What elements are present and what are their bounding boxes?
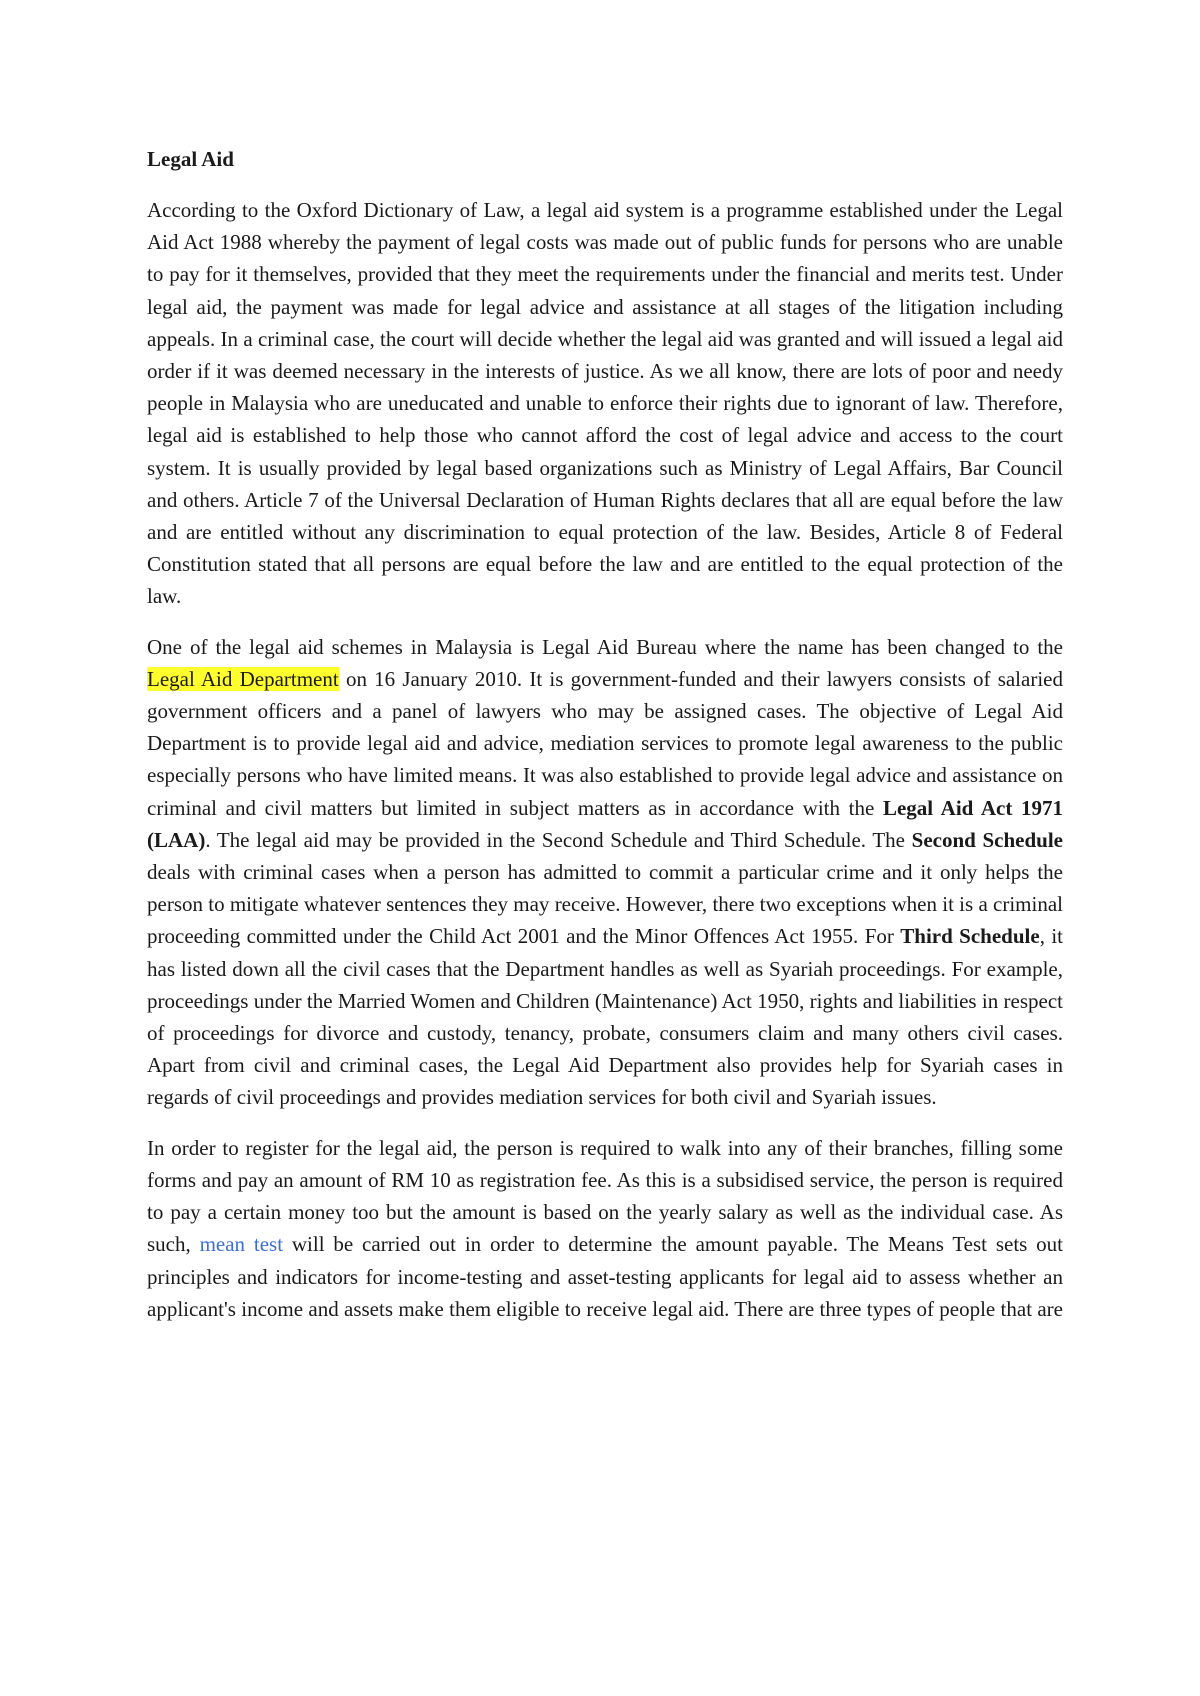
bold-legal-aid-act: Legal Aid Act 1971 (LAA) [147,795,1063,852]
bold-third-schedule: Third Schedule [900,924,1040,949]
paragraph-3-text-b: will be carried out in order to determine the amount payable. The Means Test sets out principles and indicators for income-testing and asset-testing applicants for legal aid to assess whether an applicant's income and assets make them eligible to receive legal aid. There are three types of people that are [147,1232,1064,1321]
paragraph-1: According to the Oxford Dictionary of Law, a legal aid system is a programme established under the Legal Aid Act 1988 whereby the payment of legal costs was made out of public funds for persons who are unable to pay for it themselves, provided that they meet the requirements under the financial and merits test. Under legal aid, the payment was made for legal advice and assistance at all stages of the litigation including appeals. In a criminal case, the court will decide whether the legal aid was granted and will issued a legal aid order if it was deemed necessary in the interests of justice. As we all know, there are lots of poor and needy people in Malaysia who are uneducated and unable to enforce their rights due to ignorant of law. Therefore, legal aid is established to help those who cannot afford the cost of legal advice and access to the court system. It is usually provided by legal based organizations such as Ministry of Legal Affairs, Bar Council and others. Article 7 of the Universal Declaration of Human Rights declares that all are equal before the law and are entitled without any discrimination to equal protection of the law. Besides, Article 8 of Federal Constitution stated that all persons are equal before the law and are entitled to the equal protection of the law. [147,198,1063,609]
paragraph-2-text-e: , it has listed down all the civil cases that the Department handles as well as Syariah proceedings. For example, proceedings under the Married Women and Children (Maintenance) Act 1950, rights and liabilities in respect of proceedings for divorce and custody, tenancy, probate, consumers claim and many others civil cases. Apart from civil and criminal cases, the Legal Aid Department also provides help for Syariah cases in regards of civil proceedings and provides mediation services for both civil and Syariah issues. [147,924,1063,1110]
paragraph-2-text-b: on 16 January 2010. It is government-funded and their lawyers consists of salaried government officers and a panel of lawyers who may be assigned cases. The objective of Legal Aid Department is to provide legal aid and advice, mediation services to promote legal awareness to the public especially persons who have limited means. It was also established to provide legal advice and assistance on criminal and civil matters but limited in subject matters as in accordance with the [147,666,1063,820]
document-title: Legal Aid [147,147,234,171]
paragraph-2-text-a: One of the legal aid schemes in Malaysia is Legal Aid Bureau where the name has been changed to the [147,634,1063,659]
paragraph-3-text-a: In order to register for the legal aid, the person is required to walk into any of their branches, filling some forms and pay an amount of RM 10 as registration fee. As this is a subsidised service, the person is required to pay a certain money too but the amount is based on the yearly salary as well as the individual case. As such, [147,1135,1063,1257]
highlighted-text: Legal Aid Department [147,666,339,691]
paragraph-2 [147,631,1063,1114]
paragraph-2-text-d: deals with criminal cases when a person has admitted to commit a particular crime and it only helps the person to mitigate whatever sentences they may receive. However, there two exceptions when it is a criminal proceeding committed under the Child Act 2001 and the Minor Offences Act 1955. For [147,860,1063,949]
document-page [147,145,1063,1343]
paragraph-2-text-c: . The legal aid may be provided in the Second Schedule and Third Schedule. The [205,827,912,852]
paragraph-3 [147,1132,1063,1325]
mean-test-link[interactable]: mean test [199,1232,284,1257]
bold-second-schedule: Second Schedule [911,827,1063,852]
